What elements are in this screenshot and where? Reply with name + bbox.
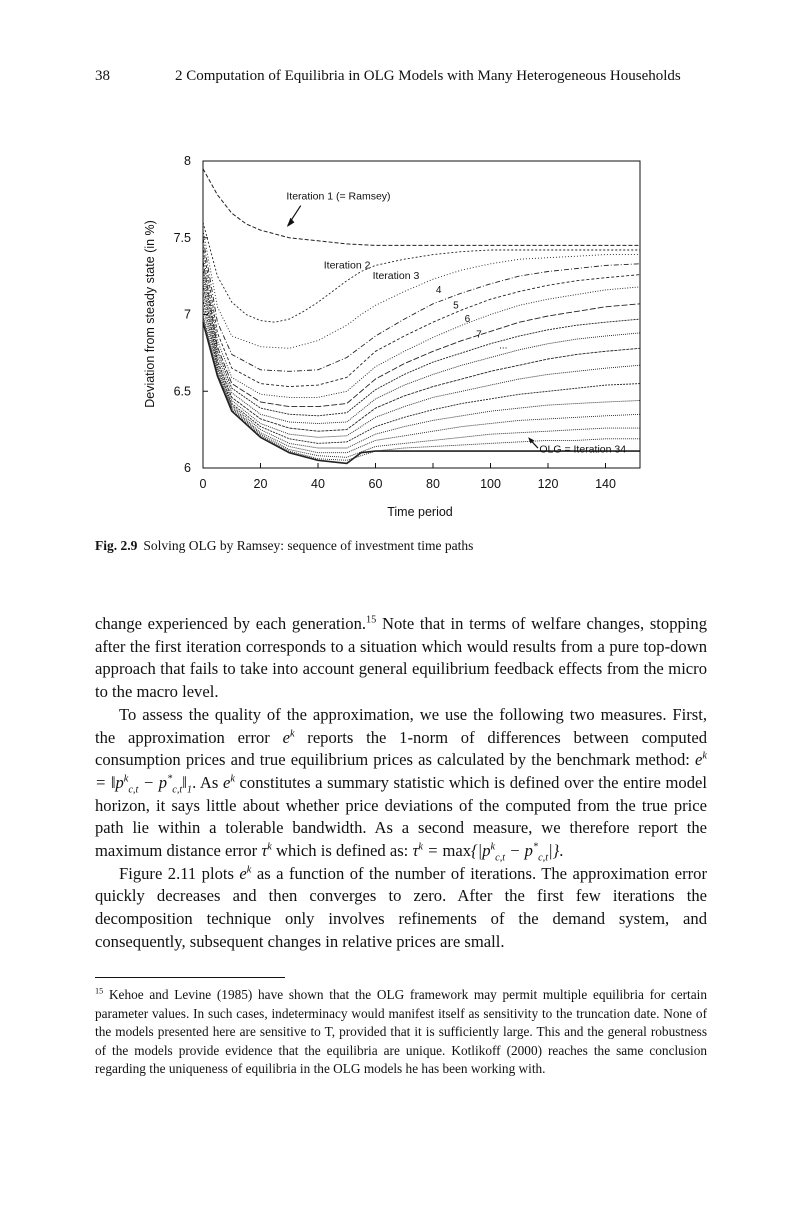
series-line-7 [203,269,640,416]
figure-chart [140,148,660,526]
annotation-5: 5 [453,300,459,312]
y-tick-label: 6 [184,461,191,475]
footnote-text: Kehoe and Levine (1985) have shown that the OLG framework may permit multiple equilibria for certain parameter values. In such cases, indeterminacy would manifest itself as sensitivity to the truncation date. None of the models presented here are sensitive to T, provided that it is sufficiently large. This and the general robustness of the models provide evidence that the equilibria are unique. Kotlikoff (2000) reaches the same conclusion regarding the uniqueness of equilibria in the OLG models he has been working with. [95,987,707,1077]
math-ek: $e^k$ [282,727,295,747]
y-axis-label: Deviation from steady state (in %) [143,220,157,408]
math-ek-def: $e^k$ = $‖p^k_{c,t}$ − $p^*_{c,t}‖_1$ [95,750,707,796]
series-line-iteration-2 [203,222,640,322]
y-tick-label: 7.5 [173,230,191,245]
x-tick-label: 60 [368,477,383,491]
series-line-8 [203,276,640,423]
footnote-rule [95,977,285,978]
footnote-number: 15 [95,986,104,996]
series-line-4 [203,238,640,371]
math-tauk: $\tau^k$ [261,841,272,861]
x-tick-label: 40 [311,477,325,491]
figure-caption-text: Solving OLG by Ramsey: sequence of investment time paths [143,538,474,553]
annotation-4: 4 [435,285,442,297]
page-number: 38 [95,68,110,84]
y-tick-label: 6.5 [173,384,191,399]
x-tick-label: 20 [253,477,268,491]
annotation-1: Iteration 1 (= Ramsey) [286,190,391,203]
figure-caption [95,538,473,554]
series-line-9 [203,284,640,431]
footnote-ref: 15 [366,614,377,626]
series-line-iteration-1-ramsey [203,169,640,246]
math-ek: $e^k$ [222,772,235,792]
x-tick-label: 80 [426,477,440,491]
annotation-8: ... [499,340,508,352]
running-title: 2 Computation of Equilibria in OLG Models with Many Heterogeneous Households [175,68,681,84]
annotation-2: Iteration 2 [323,259,371,272]
tick-marks [203,161,606,468]
annotation-3: Iteration 3 [372,270,420,283]
math-ek: $e^k$ [239,863,252,883]
x-tick-label: 140 [595,477,616,491]
annotation-7: 7 [476,329,482,341]
series-line-5 [203,245,640,386]
annotations [286,190,626,455]
annotation-9: OLG = Iteration 34 [539,443,627,456]
y-tick-label: 7 [184,307,191,322]
x-tick-label: 0 [199,477,207,491]
body-text [95,613,707,954]
x-axis-label: Time period [387,505,453,519]
x-tick-label: 100 [480,477,501,491]
figure-label: Fig. 2.9 [95,538,138,553]
series-line-13 [203,315,640,453]
x-tick-label: 120 [537,477,559,491]
series-lines [203,169,640,464]
footnote [95,986,707,1079]
paragraph-2: To assess the quality of the approximation, we use the following two measures. First, the approximation error $e^k$ reports the 1-norm of differences between computed consumption prices and true equilibrium prices as calculated by the benchmark method: $e^k$ = $‖p^k_{c,t}$ − $p^*_{c,t}‖_1$. As $e^k$ constitutes a summary statistic which is defined over the entire model horizon, it says little about whether price deviations of the computed from the true price path lie within a tolerable bandwidth. As a second measure, we therefore report the maximum distance error $\tau^k$ which is defined as: $\tau^k = \max\{|p^k_{c,t} - p^*_{c,t}|\}$. [95,704,707,864]
running-head [95,68,707,90]
arrowhead [287,218,294,227]
annotation-6: 6 [464,314,471,326]
y-tick-label: 8 [184,154,191,168]
paragraph-1: change experienced by each generation.$^{15}$ Note that in terms of welfare changes, stopping after the first iteration corresponds to a situation which would results from a pure top-down approach that fails to take into account general equilibrium feedback effects from the micro to the macro level. [95,614,707,702]
math-tauk-def: $\tau^k = \max\{|p^k_{c,t} - p^*_{c,t}|\}$ [412,841,560,864]
series-line-10 [203,292,640,438]
paragraph-3: Figure 2.11 plots $e^k$ as a function of the number of iterations. The approximation error quickly decreases and then converges to zero. After the first few iterations the decomposition technique only involves refinements of the demand system, and consequently, subsequent changes in relative prices are small. [95,863,707,951]
series-line-iteration-3 [203,230,640,348]
plot-frame [203,161,640,468]
